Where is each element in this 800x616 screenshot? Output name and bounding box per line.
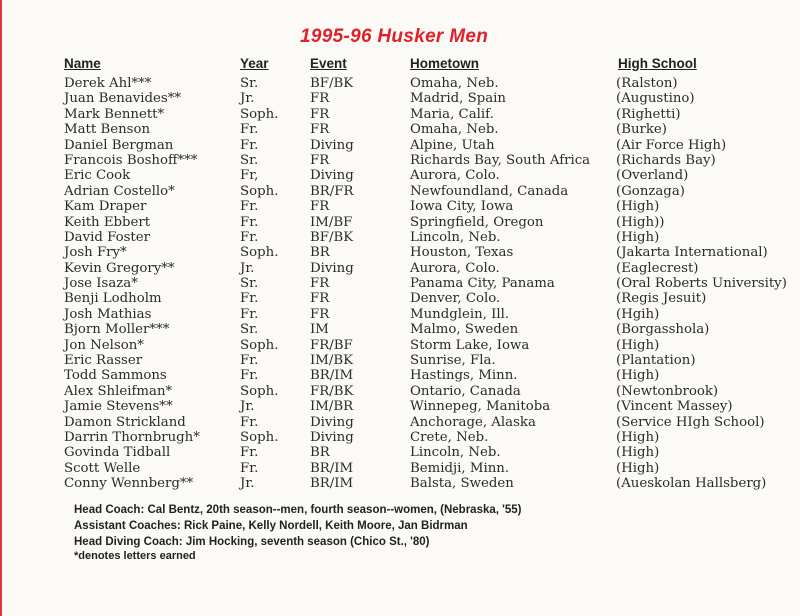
swimmer-name: Eric Cook bbox=[64, 168, 131, 184]
swimmer-event: BR/IM bbox=[310, 476, 354, 492]
swimmer-name: Damon Strickland bbox=[64, 414, 186, 430]
swimmer-hometown: Ontario, Canada bbox=[410, 383, 521, 399]
swimmer-year: Fr. bbox=[240, 229, 259, 245]
swimmer-event: IM/BR bbox=[310, 399, 354, 415]
swimmer-year: Fr. bbox=[240, 353, 259, 369]
swimmer-hometown: Springfield, Oregon bbox=[410, 214, 544, 230]
letters-footnote: *denotes letters earned bbox=[74, 550, 196, 562]
swimmer-high-school: (Oral Roberts University) bbox=[616, 276, 787, 292]
swimmer-hometown: Bemidji, Minn. bbox=[410, 460, 510, 476]
head-coach-label: Head Coach: bbox=[74, 504, 145, 516]
swimmer-high-school: (High) bbox=[616, 460, 660, 476]
swimmer-event: FR bbox=[310, 199, 330, 215]
swimmer-year: Fr. bbox=[240, 445, 259, 461]
swimmer-year: Sr. bbox=[240, 322, 259, 338]
swimmer-high-school: (Hgih) bbox=[616, 306, 660, 322]
swimmer-name: Bjorn Moller*** bbox=[64, 322, 170, 338]
swimmer-event: FR bbox=[310, 91, 330, 107]
swimmer-event: FR bbox=[310, 291, 330, 307]
swimmer-high-school: (Overland) bbox=[616, 168, 689, 184]
swimmer-name: Derek Ahl*** bbox=[64, 76, 152, 91]
column-headers bbox=[58, 56, 788, 74]
swimmer-name: David Foster bbox=[64, 229, 150, 245]
roster-row bbox=[58, 76, 788, 91]
swimmer-year: Soph. bbox=[240, 106, 279, 122]
swimmer-hometown: Lincoln, Neb. bbox=[410, 229, 501, 245]
assistant-coaches-text: Rick Paine, Kelly Nordell, Keith Moore, Jan Bidrman bbox=[183, 520, 468, 532]
swimmer-name: Darrin Thornbrugh* bbox=[64, 429, 200, 445]
swimmer-event: Diving bbox=[310, 260, 354, 276]
swimmer-hometown: Sunrise, Fla. bbox=[410, 353, 496, 369]
swimmer-name: Conny Wennberg** bbox=[64, 476, 194, 492]
roster-row bbox=[58, 322, 788, 337]
roster-page bbox=[58, 26, 788, 606]
swimmer-high-school: (Newtonbrook) bbox=[616, 383, 719, 399]
swimmer-name: Keith Ebbert bbox=[64, 214, 151, 230]
swimmer-hometown: Mundglein, Ill. bbox=[410, 306, 510, 322]
swimmer-high-school: (High) bbox=[616, 199, 660, 215]
swimmer-year: Jr. bbox=[240, 399, 255, 415]
swimmer-event: Diving bbox=[310, 168, 354, 184]
swimmer-event: BR/FR bbox=[310, 183, 354, 199]
swimmer-event: Diving bbox=[310, 137, 354, 153]
swimmer-high-school: (High) bbox=[616, 229, 660, 245]
roster-row bbox=[58, 261, 788, 276]
roster-row bbox=[58, 368, 788, 383]
swimmer-year: Sr. bbox=[240, 152, 259, 168]
swimmer-hometown: Iowa City, Iowa bbox=[410, 199, 514, 215]
swimmer-name: Benji Lodholm bbox=[64, 291, 162, 307]
swimmer-name: Daniel Bergman bbox=[64, 137, 174, 153]
roster-table bbox=[58, 76, 788, 492]
swimmer-name: Jon Nelson* bbox=[64, 337, 144, 353]
swimmer-event: BR/IM bbox=[310, 460, 354, 476]
page-title: 1995-96 Husker Men bbox=[300, 26, 489, 47]
swimmer-hometown: Anchorage, Alaska bbox=[410, 414, 536, 430]
swimmer-high-school: (Ralston) bbox=[616, 76, 678, 91]
roster-row bbox=[58, 199, 788, 214]
swimmer-name: Alex Shleifman* bbox=[64, 383, 173, 399]
swimmer-hometown: Storm Lake, Iowa bbox=[410, 337, 530, 353]
diving-coach-line bbox=[74, 534, 522, 550]
diving-coach-text: Jim Hocking, seventh season (Chico St., '80) bbox=[185, 536, 430, 548]
roster-row bbox=[58, 184, 788, 199]
swimmer-event: FR bbox=[310, 276, 330, 292]
swimmer-year: Jr. bbox=[240, 260, 255, 276]
swimmer-year: Fr. bbox=[240, 306, 259, 322]
swimmer-name: Todd Sammons bbox=[64, 368, 167, 384]
swimmer-high-school: (High) bbox=[616, 337, 660, 353]
swimmer-name: Jamie Stevens** bbox=[64, 399, 173, 415]
roster-row bbox=[58, 461, 788, 476]
swimmer-hometown: Denver, Colo. bbox=[410, 291, 501, 307]
swimmer-name: Josh Mathias bbox=[64, 306, 152, 322]
header-high-school: High School bbox=[618, 56, 697, 71]
swimmer-event: BR bbox=[310, 445, 330, 461]
swimmer-hometown: Maria, Calif. bbox=[410, 106, 494, 122]
swimmer-high-school: (High) bbox=[616, 368, 660, 384]
roster-row bbox=[58, 415, 788, 430]
swimmer-high-school: (Richards Bay) bbox=[616, 152, 716, 168]
roster-row bbox=[58, 168, 788, 183]
header-year: Year bbox=[240, 56, 269, 71]
swimmer-year: Soph. bbox=[240, 245, 279, 261]
swimmer-event: BR bbox=[310, 245, 330, 261]
swimmer-event: BF/BK bbox=[310, 229, 354, 245]
swimmer-year: Fr. bbox=[240, 460, 259, 476]
swimmer-high-school: (Vincent Massey) bbox=[616, 399, 733, 415]
swimmer-year: Soph. bbox=[240, 337, 279, 353]
swimmer-event: FR bbox=[310, 306, 330, 322]
swimmer-year: Fr. bbox=[240, 199, 259, 215]
swimmer-year: Fr. bbox=[240, 214, 259, 230]
swimmer-event: FR bbox=[310, 122, 330, 138]
swimmer-event: Diving bbox=[310, 429, 354, 445]
roster-row bbox=[58, 291, 788, 306]
swimmer-event: IM bbox=[310, 322, 329, 338]
swimmer-year: Sr. bbox=[240, 76, 259, 91]
swimmer-event: Diving bbox=[310, 414, 354, 430]
swimmer-hometown: Madrid, Spain bbox=[410, 91, 506, 107]
swimmer-hometown: Omaha, Neb. bbox=[410, 76, 499, 91]
swimmer-name: Scott Welle bbox=[64, 460, 141, 476]
assistant-coaches-line bbox=[74, 518, 522, 534]
swimmer-hometown: Omaha, Neb. bbox=[410, 122, 499, 138]
swimmer-name: Govinda Tidball bbox=[64, 445, 171, 461]
roster-row bbox=[58, 353, 788, 368]
roster-row bbox=[58, 384, 788, 399]
roster-row bbox=[58, 307, 788, 322]
swimmer-high-school: (Jakarta International) bbox=[616, 245, 768, 261]
header-hometown: Hometown bbox=[410, 56, 479, 71]
swimmer-event: BF/BK bbox=[310, 76, 354, 91]
swimmer-name: Mark Bennett* bbox=[64, 106, 165, 122]
swimmer-hometown: Newfoundland, Canada bbox=[410, 183, 569, 199]
swimmer-year: Soph. bbox=[240, 383, 279, 399]
swimmer-name: Matt Benson bbox=[64, 122, 151, 138]
swimmer-hometown: Crete, Neb. bbox=[410, 429, 489, 445]
swimmer-high-school: (High) bbox=[616, 429, 660, 445]
swimmer-year: Sr. bbox=[240, 276, 259, 292]
swimmer-event: FR/BF bbox=[310, 337, 353, 353]
swimmer-event: FR bbox=[310, 152, 330, 168]
swimmer-year: Fr. bbox=[240, 368, 259, 384]
roster-row bbox=[58, 153, 788, 168]
swimmer-year: Soph. bbox=[240, 429, 279, 445]
swimmer-high-school: (Borgasshola) bbox=[616, 322, 710, 338]
swimmer-event: FR/BK bbox=[310, 383, 354, 399]
swimmer-year: Jr. bbox=[240, 91, 255, 107]
swimmer-year: Fr, bbox=[240, 168, 259, 184]
swimmer-year: Fr. bbox=[240, 122, 259, 138]
page-edge-stripe bbox=[0, 0, 2, 616]
swimmer-high-school: (Gonzaga) bbox=[616, 183, 685, 199]
swimmer-year: Fr. bbox=[240, 137, 259, 153]
swimmer-event: FR bbox=[310, 106, 330, 122]
swimmer-hometown: Aurora, Colo. bbox=[410, 260, 500, 276]
swimmer-hometown: Aurora, Colo. bbox=[410, 168, 500, 184]
swimmer-high-school: (Burke) bbox=[616, 122, 667, 138]
swimmer-hometown: Balsta, Sweden bbox=[410, 476, 514, 492]
swimmer-name: Juan Benavides** bbox=[64, 91, 182, 107]
swimmer-high-school: (High)) bbox=[616, 214, 665, 230]
swimmer-high-school: (High) bbox=[616, 445, 660, 461]
roster-row bbox=[58, 91, 788, 106]
swimmer-high-school: (Augustino) bbox=[616, 91, 695, 107]
head-coach-text: Cal Bentz, 20th season--men, fourth season--women, (Nebraska, '55) bbox=[147, 504, 522, 516]
swimmer-event: IM/BK bbox=[310, 353, 354, 369]
roster-row bbox=[58, 399, 788, 414]
head-coach-line bbox=[74, 502, 522, 518]
roster-row bbox=[58, 445, 788, 460]
swimmer-hometown: Alpine, Utah bbox=[410, 137, 495, 153]
roster-row bbox=[58, 245, 788, 260]
roster-row bbox=[58, 230, 788, 245]
roster-row bbox=[58, 122, 788, 137]
swimmer-hometown: Panama City, Panama bbox=[410, 276, 555, 292]
swimmer-high-school: (Air Force High) bbox=[616, 137, 727, 153]
header-event: Event bbox=[310, 56, 347, 71]
roster-row bbox=[58, 476, 788, 491]
roster-row bbox=[58, 276, 788, 291]
roster-row bbox=[58, 215, 788, 230]
swimmer-name: Kam Draper bbox=[64, 199, 147, 215]
swimmer-hometown: Winnepeg, Manitoba bbox=[410, 399, 551, 415]
swimmer-high-school: (Service HIgh School) bbox=[616, 414, 765, 430]
swimmer-hometown: Hastings, Minn. bbox=[410, 368, 518, 384]
roster-row bbox=[58, 430, 788, 445]
swimmer-high-school: (Righetti) bbox=[616, 106, 681, 122]
swimmer-name: Kevin Gregory** bbox=[64, 260, 175, 276]
swimmer-hometown: Lincoln, Neb. bbox=[410, 445, 501, 461]
swimmer-high-school: (Eaglecrest) bbox=[616, 260, 699, 276]
swimmer-year: Fr. bbox=[240, 291, 259, 307]
swimmer-year: Fr. bbox=[240, 414, 259, 430]
coaching-staff bbox=[74, 502, 522, 563]
roster-row bbox=[58, 338, 788, 353]
roster-row bbox=[58, 138, 788, 153]
swimmer-year: Jr. bbox=[240, 476, 255, 492]
swimmer-hometown: Houston, Texas bbox=[410, 245, 514, 261]
swimmer-hometown: Malmo, Sweden bbox=[410, 322, 519, 338]
swimmer-name: Jose Isaza* bbox=[64, 276, 138, 292]
swimmer-event: IM/BF bbox=[310, 214, 353, 230]
swimmer-name: Josh Fry* bbox=[64, 245, 127, 261]
swimmer-high-school: (Regis Jesuit) bbox=[616, 291, 707, 307]
swimmer-high-school: (Plantation) bbox=[616, 353, 696, 369]
roster-row bbox=[58, 107, 788, 122]
swimmer-name: Adrian Costello* bbox=[64, 183, 175, 199]
diving-coach-label: Head Diving Coach: bbox=[74, 536, 183, 548]
swimmer-name: Francois Boshoff*** bbox=[64, 152, 198, 168]
swimmer-name: Eric Rasser bbox=[64, 353, 143, 369]
header-name: Name bbox=[64, 56, 101, 71]
swimmer-event: BR/IM bbox=[310, 368, 354, 384]
swimmer-year: Soph. bbox=[240, 183, 279, 199]
swimmer-high-school: (Aueskolan Hallsberg) bbox=[616, 476, 767, 492]
swimmer-hometown: Richards Bay, South Africa bbox=[410, 152, 591, 168]
assistant-coaches-label: Assistant Coaches: bbox=[74, 520, 181, 532]
